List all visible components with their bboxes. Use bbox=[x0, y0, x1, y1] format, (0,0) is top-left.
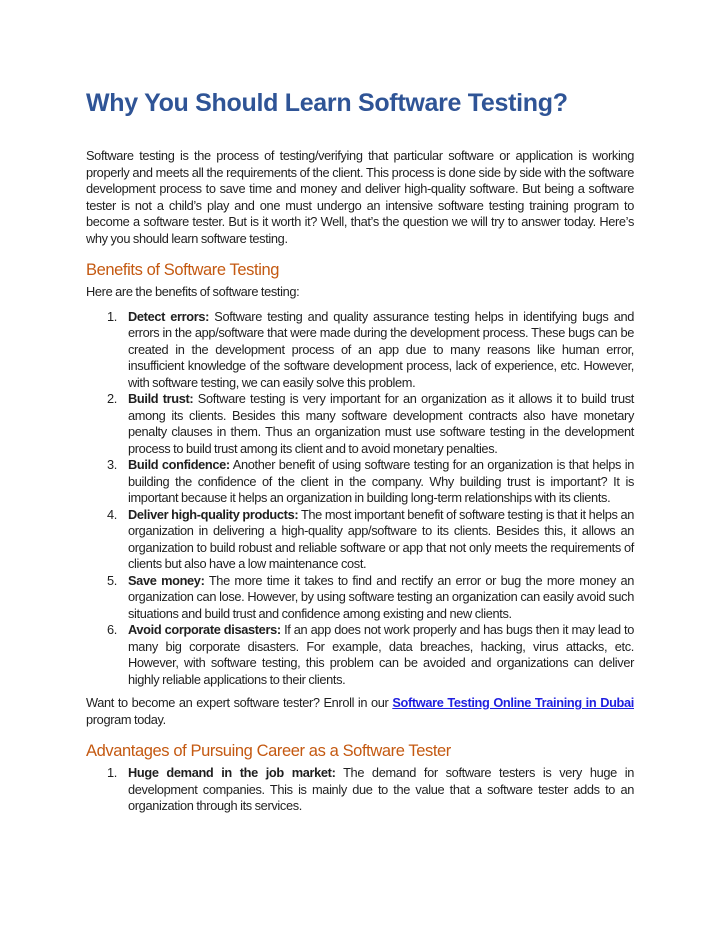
list-item-label: Huge demand in the job market: bbox=[128, 765, 336, 780]
list-item-text bbox=[128, 457, 634, 507]
list-item-body: Software testing and quality assurance testing helps in identifying bugs and errors in the app/software that were made during the development process. These bugs can be created in the development process of an app due to many reasons like human error, insufficient knowledge of the software development process, lack of experience, etc. However, with software testing, we can easily solve this problem. bbox=[128, 308, 635, 390]
list-item-label: Build confidence: bbox=[128, 457, 230, 472]
list-item bbox=[107, 507, 634, 573]
page-title: Why You Should Learn Software Testing? bbox=[86, 89, 568, 117]
list-item-number: 1. bbox=[107, 308, 117, 324]
list-item bbox=[107, 457, 634, 507]
list-item-text bbox=[128, 573, 634, 623]
list-item-label: Detect errors: bbox=[128, 308, 210, 324]
list-item-label: Avoid corporate disasters: bbox=[128, 622, 281, 637]
list-item-body: The most important benefit of software testing is that it helps an organization in delivering a high-quality app/software to its clients. Besides this, it allows an organization to build robust and reliable software or app that not only meets the requirements of clients but also have a low maintenance cost. bbox=[128, 506, 634, 571]
cta-text-before: Want to become an expert software tester? Enroll in our bbox=[86, 695, 393, 710]
list-item-number: 3. bbox=[107, 457, 117, 472]
list-item-body: Software testing is very important for an organization as it allows it to build trust among its clients. Besides this many software development contracts also have monetary penalty clauses in them. Thus an organization must use software testing in the development process to build trust among its client and to avoid monetary penalties. bbox=[128, 391, 635, 456]
list-item bbox=[107, 622, 634, 688]
benefits-lead: Here are the benefits of software testing: bbox=[86, 284, 300, 299]
list-item-number: 2. bbox=[107, 391, 117, 406]
list-item-number: 4. bbox=[107, 506, 117, 522]
list-item-body: If an app does not work properly and has bugs then it may lead to many big corporate disasters. For example, data breaches, hacking, virus attacks, etc. However, with software testing, this problem can be avoided and organizations can deliver highly reliable applications to their clients. bbox=[128, 622, 634, 687]
list-item bbox=[107, 391, 634, 457]
list-item-text bbox=[128, 622, 634, 688]
list-item-text bbox=[128, 391, 634, 457]
advantages-list bbox=[86, 765, 634, 815]
list-item-number: 5. bbox=[107, 572, 117, 588]
list-item-body: Another benefit of using software testing for an organization is that helps in building the confidence of the client in the company. Why building trust is important? It is important because it helps an organization in building long-term relationships with its clients. bbox=[128, 457, 634, 505]
list-item bbox=[107, 573, 634, 623]
training-course-link[interactable]: Software Testing Online Training in Dubai bbox=[392, 695, 634, 710]
list-item-number: 6. bbox=[107, 622, 117, 637]
list-item bbox=[107, 309, 634, 392]
list-item-number: 1. bbox=[107, 765, 117, 780]
list-item-body: The demand for software testers is very huge in development companies. This is mainly due to the value that a software tester adds to an organization through its services. bbox=[128, 765, 634, 813]
list-item-text bbox=[128, 309, 634, 392]
list-item bbox=[107, 765, 634, 815]
list-item-label: Save money: bbox=[128, 572, 205, 588]
list-item-body: The more time it takes to find and rectify an error or bug the more money an organization can lose. However, by using software testing an organization can easily avoid such situations and build trust and confidence among existing and new clients. bbox=[128, 572, 634, 621]
list-item-label: Deliver high-quality products: bbox=[128, 506, 299, 522]
cta-paragraph bbox=[86, 695, 634, 728]
benefits-heading: Benefits of Software Testing bbox=[86, 261, 280, 279]
list-item-label: Build trust: bbox=[128, 391, 194, 406]
benefits-list bbox=[86, 309, 634, 689]
intro-paragraph: Software testing is the process of testing/verifying that particular software or application is working properly and meets all the requirements of the client. This process is done side by side with the software development process to save time and money and deliver high-quality software. But being a software tester is not a child’s play and one must undergo an intensive software testing training program to become a software tester. But is it worth it? Well, that’s the question we will try to answer today. Here’s why you should learn software testing. bbox=[86, 148, 634, 246]
cta-text-after: program today. bbox=[86, 711, 166, 727]
list-item-text bbox=[128, 765, 634, 815]
list-item-text bbox=[128, 507, 634, 573]
advantages-heading: Advantages of Pursuing Career as a Software Tester bbox=[86, 742, 451, 760]
